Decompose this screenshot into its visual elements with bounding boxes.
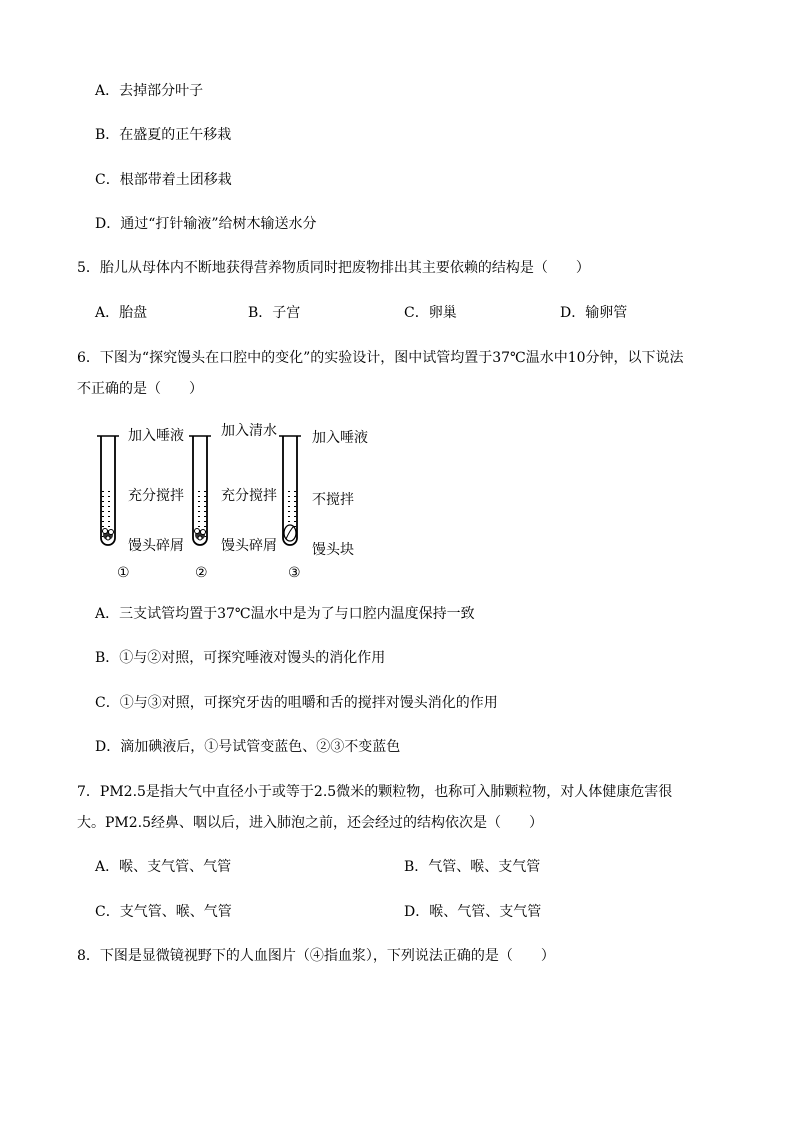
test-tube-3 xyxy=(279,436,301,545)
q5-stem: 5．胎儿从母体内不断地获得营养物质同时把废物排出其主要依赖的结构是（ ） xyxy=(77,260,590,276)
tube2-top-label: 加入清水 xyxy=(221,423,277,439)
q6-option-b: B．①与②对照，可探究唾液对馒头的消化作用 xyxy=(95,650,386,666)
q4-option-b: B．在盛夏的正午移栽 xyxy=(95,127,232,143)
q4-option-c: C．根部带着土团移栽 xyxy=(95,172,232,188)
tube1-mid-label: 充分搅拌 xyxy=(128,488,184,504)
q4-option-a: A．去掉部分叶子 xyxy=(95,83,204,99)
q7-stem-line1: 7．PM2.5是指大气中直径小于或等于2.5微米的颗粒物，也称可入肺颗粒物，对人体健康危害很 xyxy=(77,784,673,800)
q5-option-d: D．输卵管 xyxy=(560,305,628,321)
q7-stem-line2: 大。PM2.5经鼻、咽以后，进入肺泡之前，还会经过的结构依次是（ ） xyxy=(77,815,544,831)
q5-option-a: A．胎盘 xyxy=(95,305,148,321)
q6-option-d: D．滴加碘液后，①号试管变蓝色、②③不变蓝色 xyxy=(95,739,401,755)
tube3-bottom-label: 馒头块 xyxy=(312,542,354,558)
q4-option-d: D．通过“打针输液”给树木输送水分 xyxy=(95,216,317,232)
q7-option-b: B．气管、喉、支气管 xyxy=(404,859,541,875)
tube2-bottom-label: 馒头碎屑 xyxy=(221,538,277,554)
tube1-bottom-label: 馒头碎屑 xyxy=(128,538,184,554)
test-tube-2 xyxy=(189,436,211,545)
q6-stem-line1: 6．下图为“探究馒头在口腔中的变化”的实验设计，图中试管均置于37℃温水中10分钟，以下说法 xyxy=(77,350,684,366)
tube2-number: ② xyxy=(195,565,208,581)
q6-option-c: C．①与③对照，可探究牙齿的咀嚼和舌的搅拌对馒头消化的作用 xyxy=(95,695,498,711)
q6-stem-line2: 不正确的是（ ） xyxy=(77,381,203,397)
q7-option-a: A．喉、支气管、气管 xyxy=(95,859,232,875)
q8-stem: 8．下图是显微镜视野下的人血图片（④指血浆），下列说法正确的是（ ） xyxy=(77,948,555,964)
test-tube-figure xyxy=(95,420,395,585)
q6-option-a: A．三支试管均置于37℃温水中是为了与口腔内温度保持一致 xyxy=(95,606,475,622)
tube2-mid-label: 充分搅拌 xyxy=(221,488,277,504)
test-tube-1 xyxy=(97,436,119,545)
q5-option-b: B．子宫 xyxy=(248,305,301,321)
q5-option-c: C．卵巢 xyxy=(404,305,457,321)
q7-option-c: C．支气管、喉、气管 xyxy=(95,904,232,920)
tube3-mid-label: 不搅拌 xyxy=(312,492,354,508)
tube1-number: ① xyxy=(117,565,130,581)
tube3-number: ③ xyxy=(288,565,301,581)
q7-option-d: D．喉、气管、支气管 xyxy=(404,904,542,920)
tube1-top-label: 加入唾液 xyxy=(128,428,184,444)
tube3-top-label: 加入唾液 xyxy=(312,430,368,446)
